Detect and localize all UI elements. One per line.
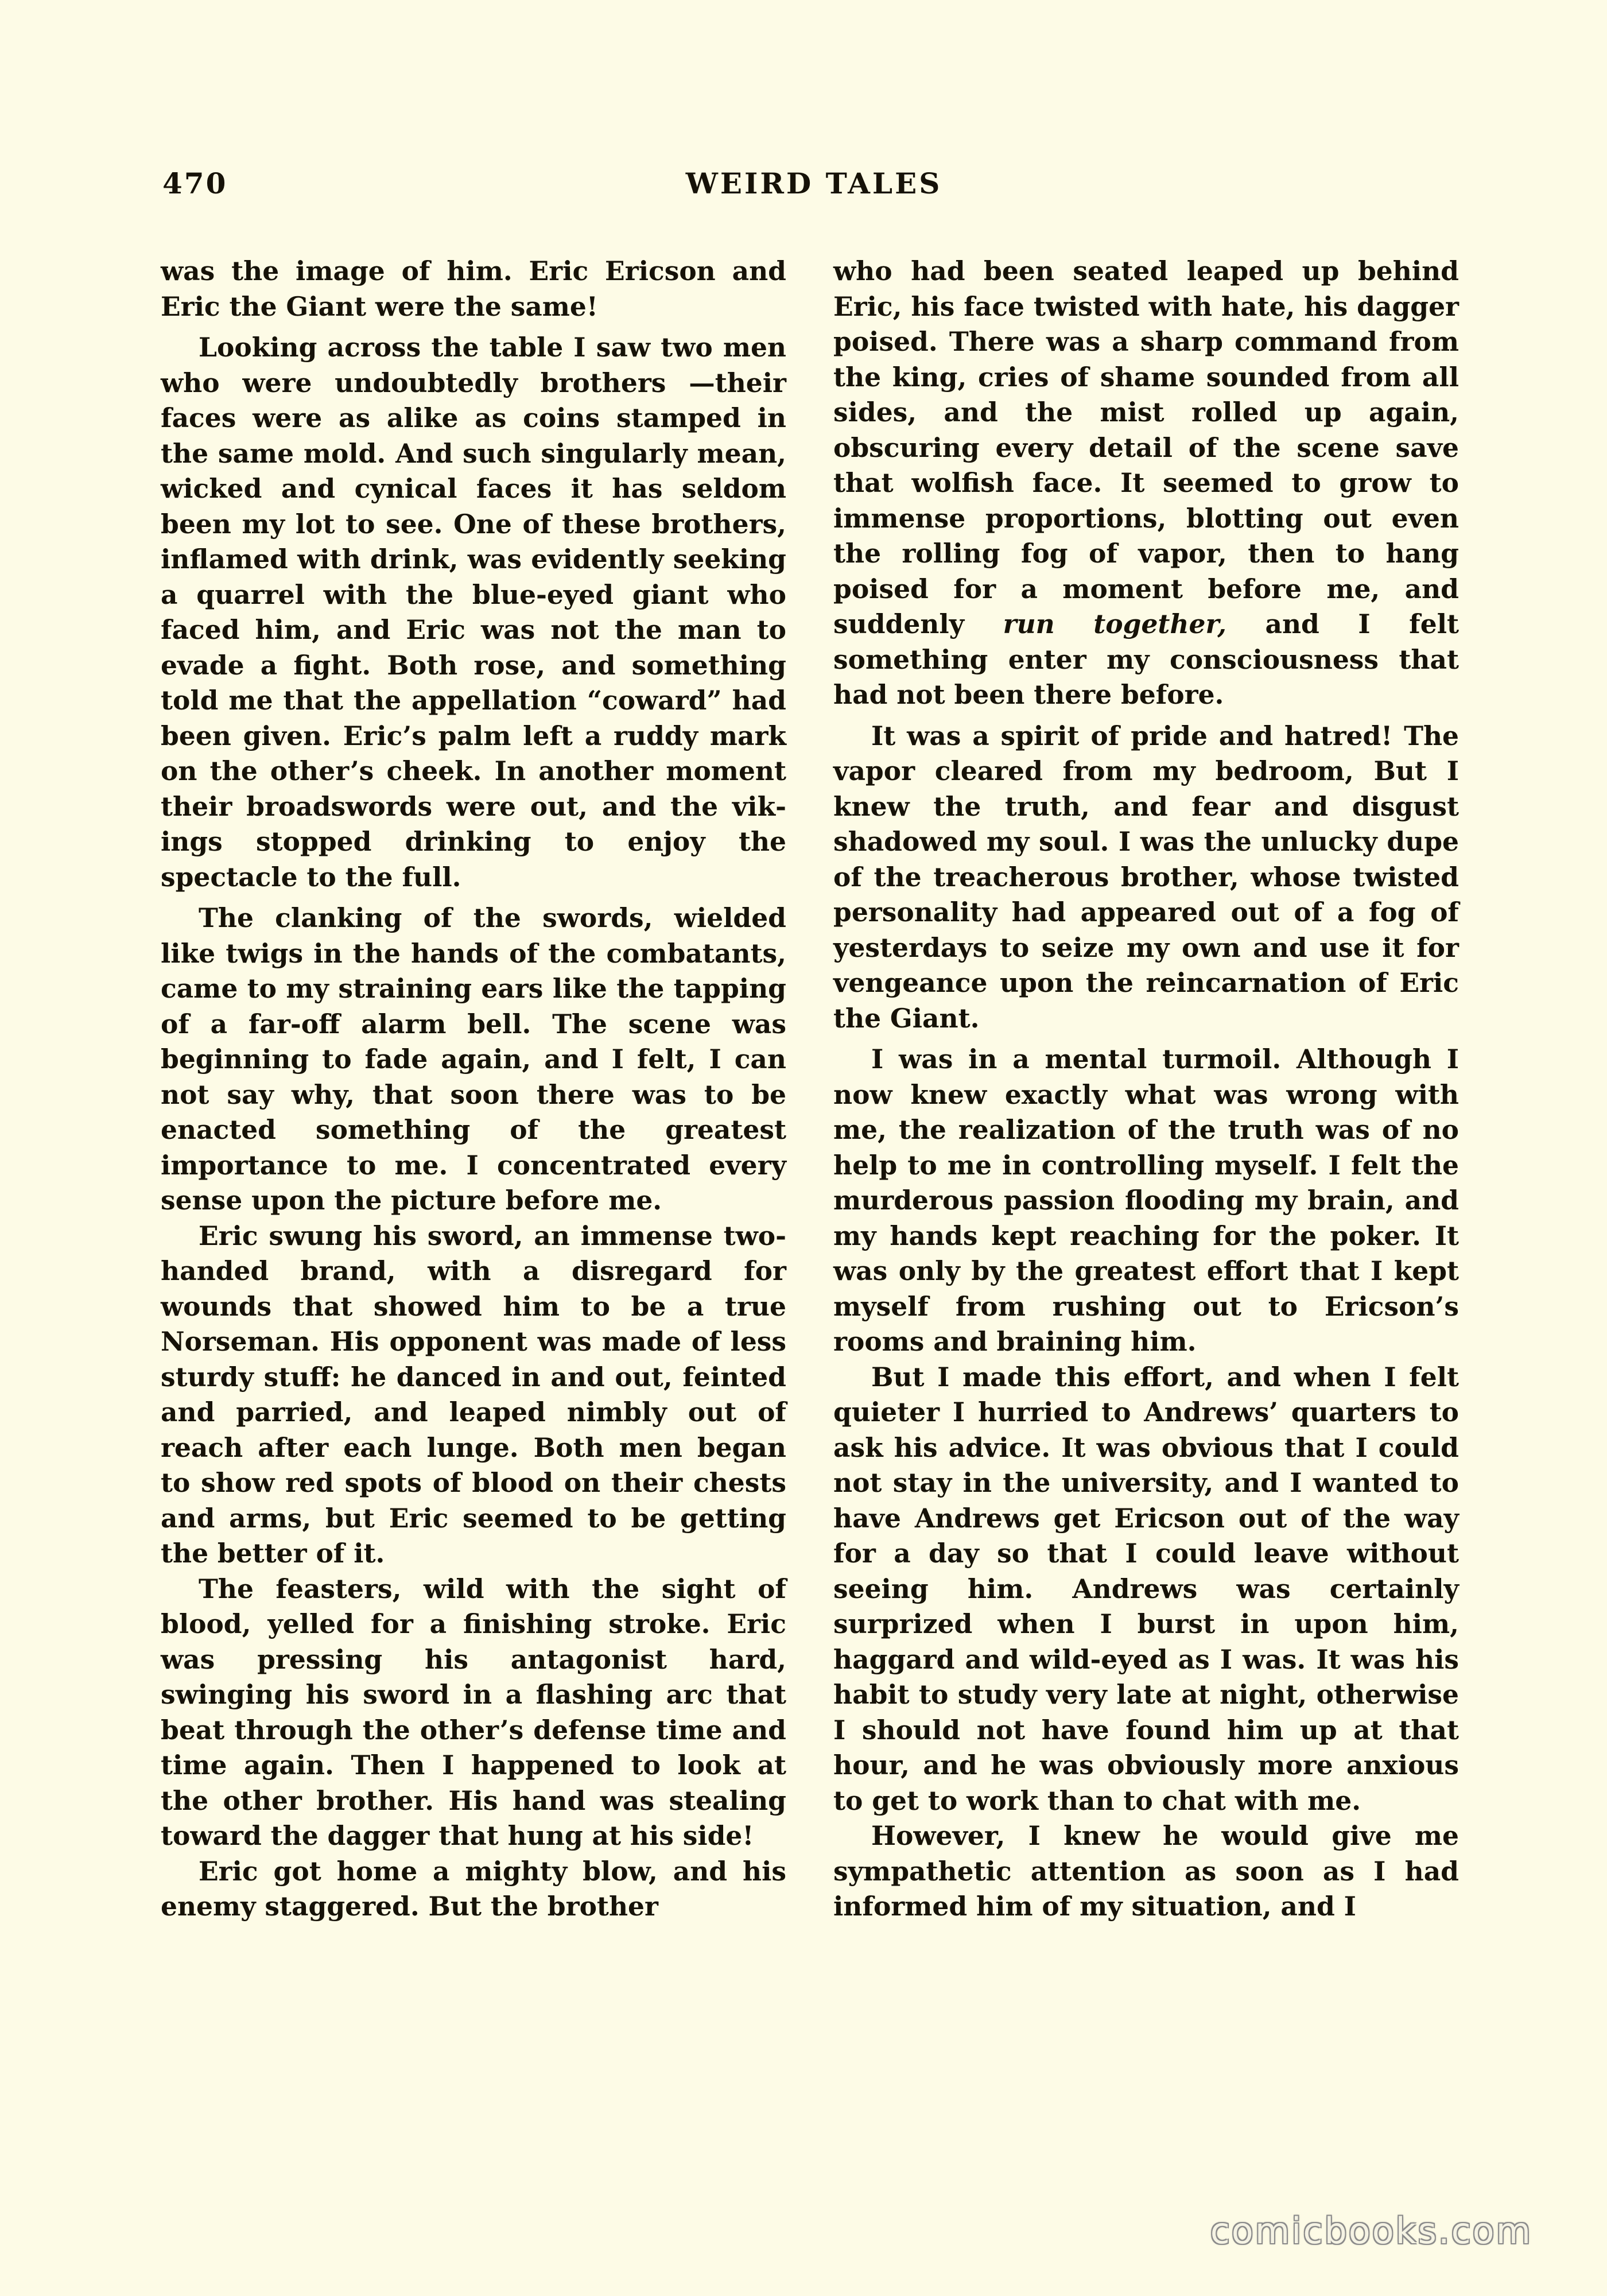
- paragraph: I was in a mental turmoil. Although I now knew exactly what was wrong with me, the realization of the truth was of no help to me in controlling myself. I felt the murderous passion flooding my brain, and my hands kept reaching for the poker. It was only by the greatest effort that I kept myself from rushing out to Ericson’s rooms and braining him.: [833, 1044, 1459, 1357]
- watermark: comicbooks.com: [1210, 2210, 1532, 2252]
- paragraph: Looking across the table I saw two men who were undoubtedly brothers —their faces were as alike as coins stamped in the same mold. And such singularly mean, wicked and cynical faces it has seldom been my lot to see. One of these brothers, inflamed with drink, was evidently seeking a quarrel with the blue-eyed giant who faced him, and Eric was not the man to evade a fight. Both rose, and something told me that the appellation “coward” had been given. Eric’s palm left a ruddy mark on the other’s cheek. In another moment their broadswords were out, and the vikings stopped drinking to enjoy the spectacle to the full.: [161, 332, 786, 893]
- right-column: [833, 254, 1459, 1925]
- paragraph: The feasters, wild with the sight of blood, yelled for a finishing stroke. Eric was pressing his antagonist hard, swinging his sword in a flashing arc that beat through the other’s defense time and time again. Then I happened to look at the other brother. His hand was stealing toward the dagger that hung at his side!: [161, 1573, 786, 1851]
- running-title: WEIRD TALES: [685, 166, 942, 200]
- italic-phrase: run together,: [1003, 608, 1226, 639]
- paragraph: Eric swung his sword, an immense two-handed brand, with a disregard for wounds that showed him to be a true Norseman. His opponent was made of less sturdy stuff: he danced in and out, feinted and parried, and leaped nimbly out of reach after each lunge. Both men began to show red spots of blood on their chests and arms, but Eric seemed to be getting the better of it.: [161, 1220, 786, 1569]
- paragraph: But I made this effort, and when I felt quieter I hurried to Andrews’ quarters to ask his advice. It was obvious that I could not stay in the university, and I wanted to have Andrews get Ericson out of the way for a day so that I could leave without seeing him. Andrews was certainly surprized when I burst in upon him, haggard and wild-eyed as I was. It was his habit to study very late at night, otherwise I should not have found him up at that hour, and he was obviously more anxious to get to work than to chat with me.: [833, 1361, 1459, 1816]
- paragraph: The clanking of the swords, wielded like twigs in the hands of the combatants, came to my straining ears like the tapping of a far-off alarm bell. The scene was beginning to fade again, and I felt, I can not say why, that soon there was to be enacted something of the greatest importance to me. I concentrated every sense upon the picture before me.: [161, 902, 786, 1216]
- page-header: [162, 166, 1465, 212]
- paragraph-text: who had been seated leaped up behind Eric, his face twisted with hate, his dagger poised. There was a sharp command from the king, cries of shame sounded from all sides, and the mist rolled up again, obscuring every detail of the scene save that wolfish face. It seemed to grow to immense proportions, blotting out even the rolling fog of vapor, then to hang poised for a moment before me, and suddenly: [833, 255, 1459, 639]
- paragraph: Eric got home a mighty blow, and his enemy staggered. But the brother: [161, 1855, 786, 1922]
- paragraph: was the image of him. Eric Ericson and Eric the Giant were the same!: [161, 255, 786, 322]
- paragraph: It was a spirit of pride and hatred! The vapor cleared from my bedroom, But I knew the truth, and fear and disgust shadowed my soul. I was the unlucky dupe of the treacherous brother, whose twisted personality had appeared out of a fog of yesterdays to seize my own and use it for vengeance upon the reincarnation of Eric the Giant.: [833, 720, 1459, 1034]
- paragraph-text: and I felt something enter my consciousness that had not been there before.: [833, 608, 1460, 710]
- paragraph: [833, 254, 1459, 713]
- paragraph: However, I knew he would give me sympathetic attention as soon as I had informed him of my situation, and I: [833, 1820, 1459, 1922]
- page-number: 470: [162, 166, 228, 200]
- left-column: [161, 254, 786, 1925]
